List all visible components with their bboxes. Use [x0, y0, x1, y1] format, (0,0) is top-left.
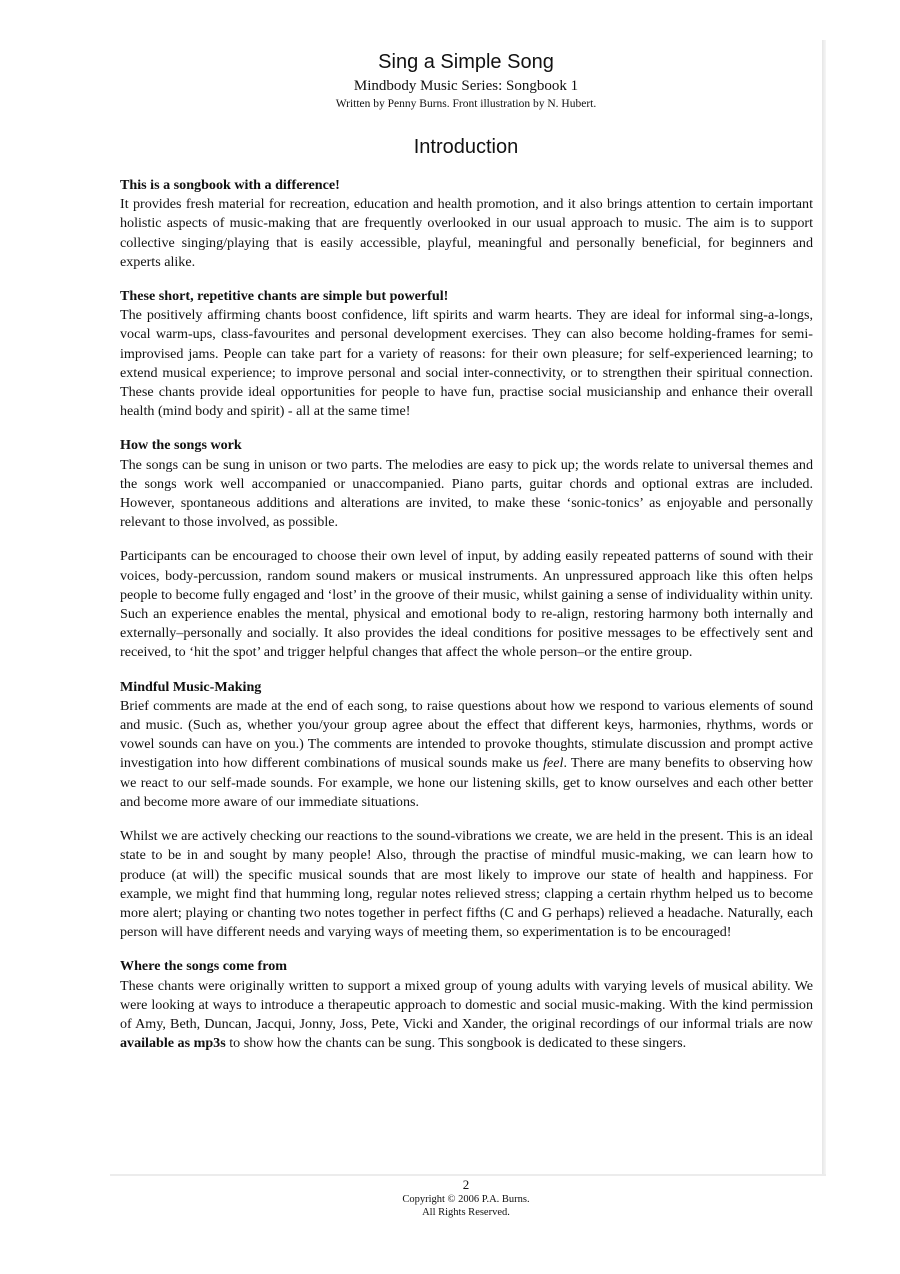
page-bottom-rule	[110, 1174, 826, 1176]
page-edge-shadow	[822, 40, 826, 1175]
page-number: 2	[462, 1177, 470, 1192]
text-run: . There are many benefits to observing how we react to our self-made sounds. For example, we hone our listening skills, get to know ourselves and each other better and become more aware of our immediate situations.	[120, 755, 813, 810]
text-run: Brief comments are made at the end of each song, to raise questions about how we respond to various elements of sound and music. (Such as, whether you/your group agree about the effect that different keys, harmonies, rhythms, words or vowel sounds can have on you.) The comments are intended to provoke thoughts, stimulate discussion and prompt active investigation into how different combinations of musical sounds make us	[120, 697, 813, 772]
emphasis-text: feel	[543, 755, 564, 772]
paragraph: Participants can be encouraged to choose their own level of input, by adding easily repeated patterns of sound with their voices, body-percussion, random sound makers or musical instruments. An unpressured approach like this often helps people to become fully engaged and ‘lost’ in the groove of their music, whilst gaining a sense of individuality within unity. Such an experience enables the mental, physical and emotional body to re-align, restoring harmony both internally and externally–personally and socially. It also provides the ideal conditions for positive messages to be effectively sent and received, to ‘hit the spot’ and trigger helpful changes that affect the whole person–or the entire group.	[120, 548, 813, 661]
document-title: Sing a Simple Song	[378, 51, 554, 73]
series-subtitle: Mindbody Music Series: Songbook 1	[353, 78, 579, 94]
section-heading: How the songs work	[120, 437, 242, 454]
section-heading: Mindful Music-Making	[120, 678, 262, 695]
section-heading: This is a songbook with a difference!	[120, 177, 340, 193]
text-run: to show how the chants can be sung. This songbook is dedicated to these singers.	[225, 1035, 687, 1052]
paragraph: Whilst we are actively checking our reactions to the sound-vibrations we create, we are held in the present. This is an ideal state to be in and sought by many people! Also, through the practise of mindful music-making, we can learn how to produce (at will) the specific musical sounds that are most likely to improve our state of health and happiness. For example, we might find that humming long, regular notes relieved stress; clapping a certain rhythm helped us to become more alert; playing or chanting two notes together in perfect fifths (C and G perhaps) relieved a headache. Naturally, each person will have different needs and varying ways of meeting them, so experimentation is to be encouraged!	[120, 828, 813, 941]
copyright-notice: Copyright © 2006 P.A. Burns.	[402, 1194, 530, 1205]
paragraph	[120, 697, 813, 812]
paragraph: The songs can be sung in unison or two parts. The melodies are easy to pick up; the words relate to universal themes and the songs work well accompanied or unaccompanied. Piano parts, guitar chords and optional extras are included. However, spontaneous additions and alterations are invited, to make these ‘sonic-tonics’ as enjoyable and personally relevant to those involved, as possible.	[120, 456, 813, 531]
text-run: These chants were originally written to support a mixed group of young adults with varying levels of musical ability. We were looking at ways to introduce a therapeutic approach to domestic and social music-making. With the kind permission of Amy, Beth, Duncan, Jacqui, Jonny, Joss, Pete, Vicki and Xander, the original recordings of our informal trials are now	[120, 977, 813, 1032]
section-title: Introduction	[413, 136, 519, 158]
rights-notice: All Rights Reserved.	[422, 1207, 510, 1218]
author-credits: Written by Penny Burns. Front illustration by N. Hubert.	[335, 98, 597, 110]
paragraph: The positively affirming chants boost confidence, lift spirits and warm hearts. They are ideal for informal sing-a-longs, vocal warm-ups, class-favourites and personal development exercises. They can also become holding-frames for semi-improvised jams. People can take part for a variety of reasons: for their own pleasure; for self-experienced learning; to extend musical experience; to improve personal and social inter-connectivity, or to strengthen their spiritual connection. These chants provide ideal opportunities for people to have fun, practise social musicianship and enhance their overall health (mind body and spirit) - all at the same time!	[120, 307, 813, 420]
document-body	[120, 176, 813, 1053]
section-heading: Where the songs come from	[120, 958, 288, 975]
section-heading: These short, repetitive chants are simple but powerful!	[120, 288, 449, 305]
mp3-availability-text: available as mp3s	[120, 1035, 226, 1052]
paragraph: It provides fresh material for recreation, education and health promotion, and it also brings attention to certain important holistic aspects of music-making that are frequently overlooked in our usual approach to music. The aim is to support collective singing/playing that is easily accessible, playful, meaningful and personally beneficial, for beginners and experts alike.	[120, 196, 813, 270]
paragraph	[120, 977, 813, 1054]
